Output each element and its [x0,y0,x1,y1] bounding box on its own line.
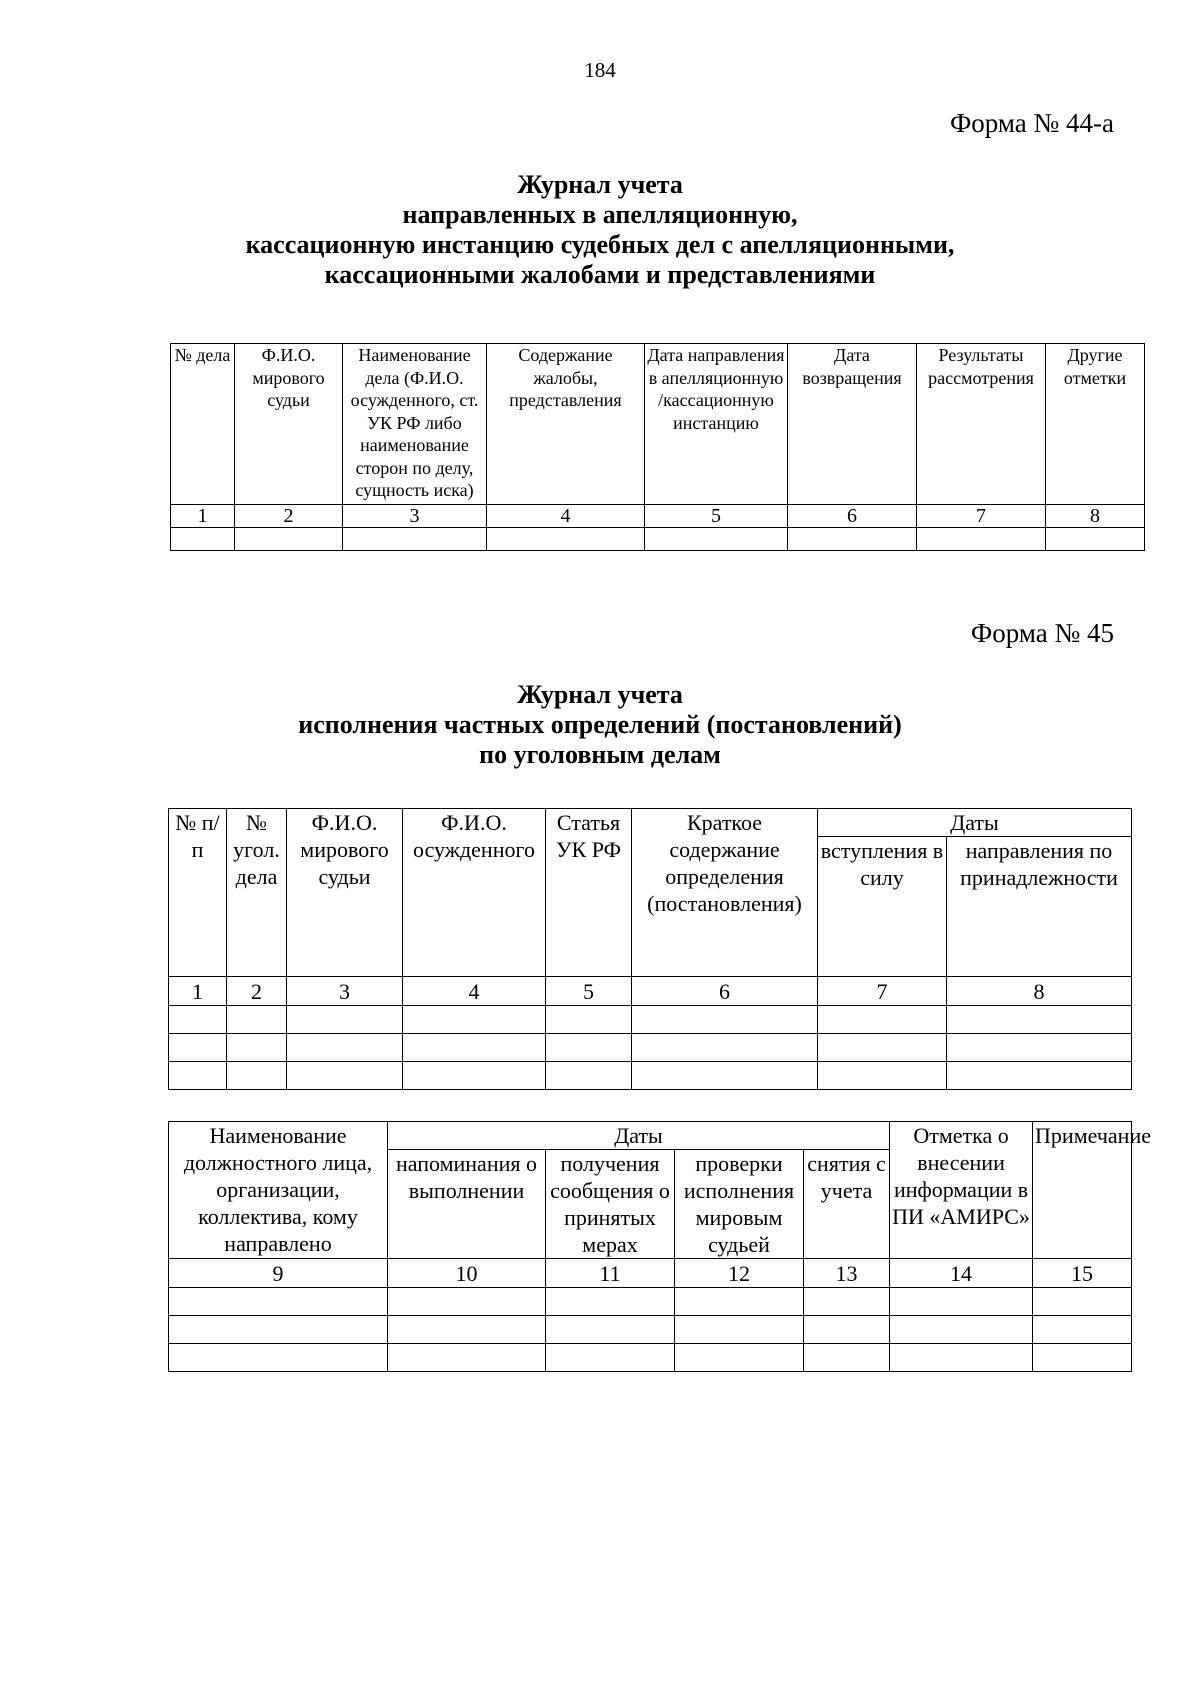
form-45-table-part2 [168,1121,1151,1372]
header-response-date: получения сообщения о принятых мерах [546,1150,675,1259]
empty-cell [287,1034,403,1062]
table-row [169,1062,1132,1090]
empty-cell [546,1006,632,1034]
form-44a-label: Форма № 44-а [949,108,1114,138]
empty-cell [645,528,788,551]
header-deregistration-date: снятия с учета [804,1150,890,1259]
form-45-title-line: исполнения частных определений (постановлений) [298,710,902,739]
form-45-table-part1 [168,808,1132,1090]
empty-cell [546,1344,675,1372]
header-complaint-content: Содержание жалобы, представления [487,344,645,505]
empty-cell [388,1288,546,1316]
empty-cell [169,1344,388,1372]
empty-cell [890,1316,1033,1344]
table-header-row [169,809,1132,837]
header-amirs-mark: Отметка о внесении информации в ПИ «АМИРС» [890,1122,1033,1259]
form-44a-title-line: кассационными жалобами и представлениями [324,260,876,289]
header-judge-name: Ф.И.О. мирового судьи [235,344,343,505]
header-note: Примечание [1033,1122,1132,1259]
empty-cell [818,1006,947,1034]
empty-cell [632,1006,818,1034]
form-44a-table [170,343,1145,551]
table-row [169,1006,1132,1034]
form-44a-title-line: направленных в апелляционную, [402,200,798,229]
empty-cell [403,1006,546,1034]
empty-cell [1033,1288,1132,1316]
empty-cell [169,1288,388,1316]
header-ruling-summary: Краткое содержание определения (постановления) [632,809,818,977]
header-criminal-case-number: № угол. дела [227,809,287,977]
empty-cell [1033,1316,1132,1344]
empty-cell [1046,528,1145,551]
empty-cell [487,528,645,551]
column-number: 15 [1033,1259,1132,1288]
header-case-title: Наименование дела (Ф.И.О. осужденного, ст. УК РФ либо наименование сторон по делу, сущность иска) [343,344,487,505]
empty-cell [287,1006,403,1034]
header-dates-group: Даты [818,809,1132,837]
column-number: 6 [788,505,917,528]
empty-cell [546,1288,675,1316]
form-45-title-line: Журнал учета [517,680,683,709]
table-row [169,1288,1132,1316]
table-header-row [169,1122,1132,1150]
form-45-title-line: по уголовным делам [479,740,721,769]
header-dates-group: Даты [388,1122,890,1150]
column-number-row [169,977,1132,1006]
column-number: 6 [632,977,818,1006]
empty-cell [169,1006,227,1034]
column-number: 5 [546,977,632,1006]
column-number: 8 [947,977,1132,1006]
empty-cell [169,1062,227,1090]
empty-cell [403,1062,546,1090]
column-number: 4 [487,505,645,528]
empty-cell [287,1062,403,1090]
header-effective-date: вступления в силу [818,837,947,977]
column-number: 9 [169,1259,388,1288]
empty-cell [235,528,343,551]
header-case-number: № дела [171,344,235,505]
column-number: 2 [227,977,287,1006]
empty-cell [388,1344,546,1372]
table-header-row [171,344,1145,505]
empty-cell [632,1062,818,1090]
header-referral-date: направления по принадлежности [947,837,1132,977]
empty-cell [227,1062,287,1090]
page-number: 184 [584,58,616,82]
column-number: 3 [343,505,487,528]
column-number: 12 [675,1259,804,1288]
form-44a-title-line: Журнал учета [517,170,683,199]
table-row [171,528,1145,551]
empty-cell [804,1316,890,1344]
empty-cell [890,1344,1033,1372]
header-convict-name: Ф.И.О. осужденного [403,809,546,977]
column-number: 4 [403,977,546,1006]
empty-cell [227,1006,287,1034]
empty-cell [947,1034,1132,1062]
empty-cell [818,1062,947,1090]
header-judge-name: Ф.И.О. мирового судьи [287,809,403,977]
column-number-row [169,1259,1132,1288]
empty-cell [947,1006,1132,1034]
empty-cell [818,1034,947,1062]
column-number: 11 [546,1259,675,1288]
empty-cell [169,1316,388,1344]
table-row [169,1344,1132,1372]
form-44a-title-line: кассационную инстанцию судебных дел с апелляционными, [245,230,955,259]
empty-cell [917,528,1046,551]
empty-cell [947,1062,1132,1090]
empty-cell [675,1344,804,1372]
form-45-title [0,680,1200,770]
column-number: 1 [171,505,235,528]
header-return-date: Дата возвращения [788,344,917,505]
empty-cell [388,1316,546,1344]
column-number: 2 [235,505,343,528]
table-row [169,1316,1132,1344]
column-number: 7 [917,505,1046,528]
empty-cell [343,528,487,551]
column-number: 14 [890,1259,1033,1288]
empty-cell [804,1344,890,1372]
header-review-results: Результаты рассмотрения [917,344,1046,505]
empty-cell [675,1288,804,1316]
empty-cell [890,1288,1033,1316]
column-number: 1 [169,977,227,1006]
empty-cell [169,1034,227,1062]
column-number: 3 [287,977,403,1006]
header-item-number: № п/п [169,809,227,977]
empty-cell [171,528,235,551]
empty-cell [546,1062,632,1090]
empty-cell [1033,1344,1132,1372]
table-row [169,1034,1132,1062]
empty-cell [804,1288,890,1316]
empty-cell [632,1034,818,1062]
empty-cell [227,1034,287,1062]
column-number: 10 [388,1259,546,1288]
empty-cell [403,1034,546,1062]
form-45-label: Форма № 45 [970,618,1114,648]
header-sent-date: Дата направления в апелляционную /кассационную инстанцию [645,344,788,505]
column-number: 7 [818,977,947,1006]
column-number: 8 [1046,505,1145,528]
empty-cell [675,1316,804,1344]
column-number: 13 [804,1259,890,1288]
empty-cell [546,1034,632,1062]
form-44a-title [0,170,1200,290]
empty-cell [788,528,917,551]
header-recipient: Наименование должностного лица, организации, коллектива, кому направлено [169,1122,388,1259]
header-criminal-code-article: Статья УК РФ [546,809,632,977]
header-check-date: проверки исполнения мировым судьей [675,1150,804,1259]
column-number: 5 [645,505,788,528]
header-reminder-date: напоминания о выполнении [388,1150,546,1259]
header-other-notes: Другие отметки [1046,344,1145,505]
empty-cell [546,1316,675,1344]
column-number-row [171,505,1145,528]
